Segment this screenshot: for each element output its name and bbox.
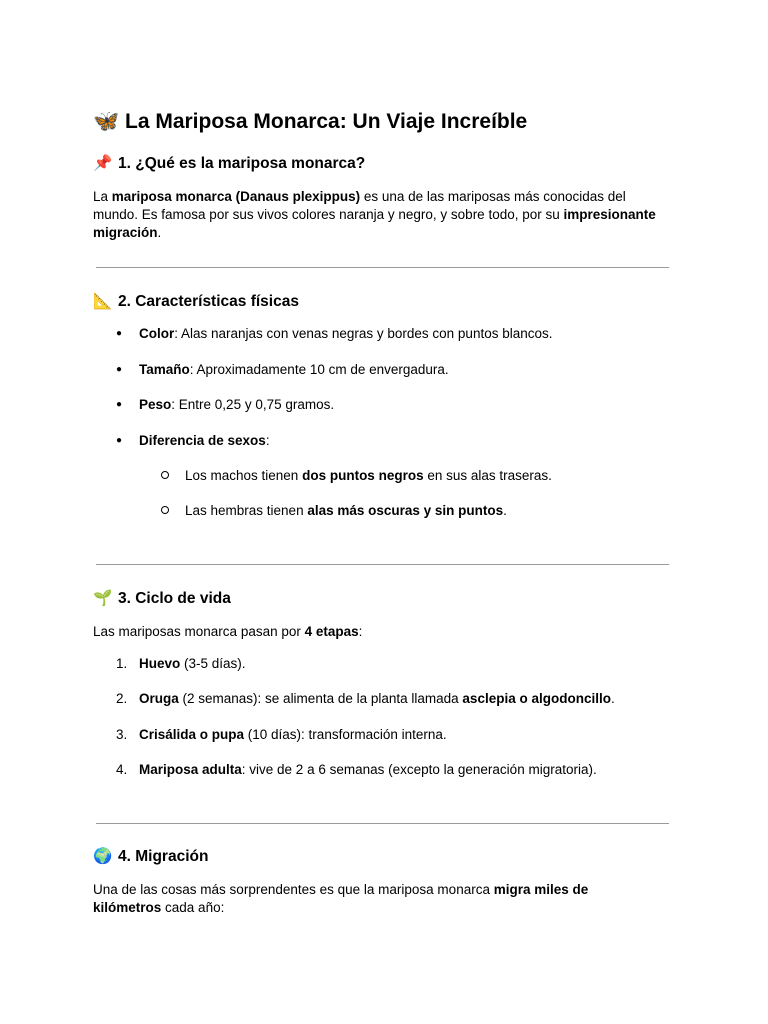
migration-emphasis: impresionante migración — [93, 207, 656, 240]
ordered-list-item: Huevo (3-5 días). — [139, 656, 246, 671]
bullet-icon: ● — [116, 328, 123, 339]
triangular-ruler-icon: 📐 — [93, 292, 113, 310]
monarch-scientific-name: mariposa monarca (Danaus plexippus) — [111, 189, 361, 204]
list-item: Diferencia de sexos: — [139, 433, 270, 448]
document-title — [93, 106, 527, 137]
section-4-paragraph: Una de las cosas más sorprendentes es que la mariposa monarca migra miles de kilómetros cada año: — [93, 882, 589, 915]
section-3-intro: Las mariposas monarca pasan por 4 etapas: — [93, 624, 363, 639]
section-3-heading-text: 3. Ciclo de vida — [118, 590, 231, 607]
section-1-paragraph: La mariposa monarca (Danaus plexippus) es una de las mariposas más conocidas del mundo. Es famosa por sus vivos colores naranja y negro, y sobre todo, por su impresionante migración. — [93, 189, 656, 240]
butterfly-icon: 🦋 — [93, 109, 120, 133]
sub-list-item: Los machos tienen dos puntos negros en sus alas traseras. — [185, 468, 552, 483]
seedling-icon: 🌱 — [93, 589, 113, 607]
section-1-heading-text: 1. ¿Qué es la mariposa monarca? — [118, 155, 366, 172]
list-item: Color: Alas naranjas con venas negras y bordes con puntos blancos. — [139, 326, 553, 341]
list-item: Peso: Entre 0,25 y 0,75 gramos. — [139, 397, 335, 412]
pushpin-icon: 📌 — [93, 154, 113, 172]
ordered-list-item: Crisálida o pupa (10 días): transformación interna. — [139, 727, 447, 742]
section-divider — [96, 564, 669, 565]
section-2-heading — [93, 290, 299, 313]
section-divider — [96, 823, 669, 824]
circle-bullet-icon — [161, 506, 169, 514]
bullet-icon: ● — [116, 364, 123, 375]
list-item: Tamaño: Aproximadamente 10 cm de envergadura. — [139, 362, 449, 377]
bullet-icon: ● — [116, 435, 123, 446]
list-number: 3. — [116, 727, 128, 742]
bullet-icon: ● — [116, 399, 123, 410]
section-4-heading-text: 4. Migración — [118, 848, 209, 865]
section-divider — [96, 267, 669, 268]
ordered-list-item: Oruga (2 semanas): se alimenta de la planta llamada asclepia o algodoncillo. — [139, 691, 615, 706]
document-title-text: La Mariposa Monarca: Un Viaje Increíble — [125, 110, 528, 133]
section-1-heading — [93, 152, 365, 175]
section-4-heading — [93, 845, 208, 868]
globe-icon: 🌍 — [93, 847, 113, 865]
list-number: 2. — [116, 691, 128, 706]
sub-list-item: Las hembras tienen alas más oscuras y sin puntos. — [185, 503, 507, 518]
section-2-heading-text: 2. Características físicas — [118, 293, 299, 310]
ordered-list-item: Mariposa adulta: vive de 2 a 6 semanas (excepto la generación migratoria). — [139, 762, 597, 777]
section-3-heading — [93, 587, 231, 610]
list-number: 1. — [116, 656, 128, 671]
circle-bullet-icon — [161, 471, 169, 479]
list-number: 4. — [116, 762, 128, 777]
